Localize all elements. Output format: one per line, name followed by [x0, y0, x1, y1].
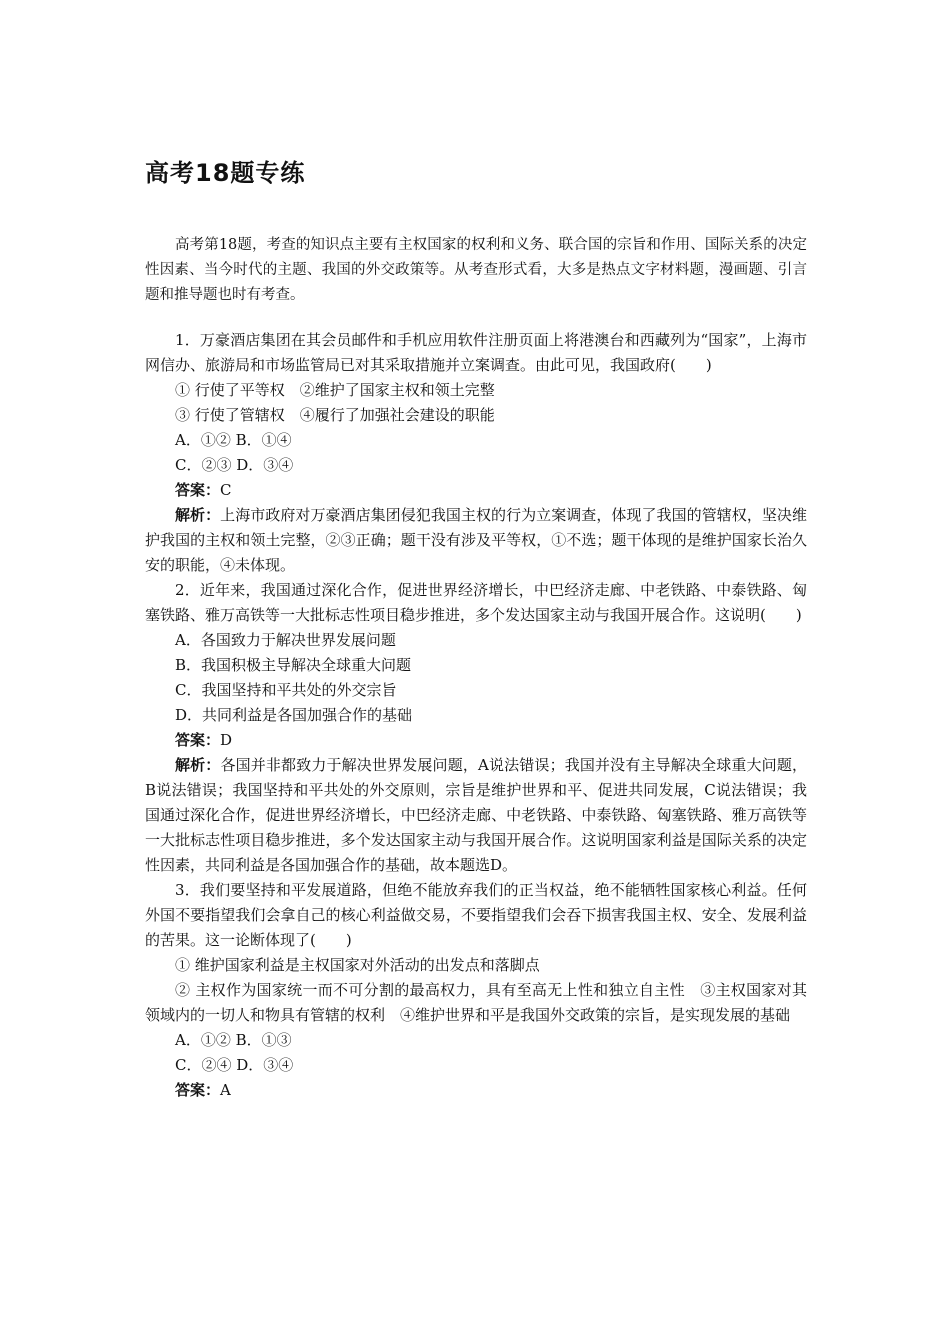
question-1-statements-1: ① 行使了平等权 ②维护了国家主权和领土完整: [175, 381, 495, 399]
question-1-stem: 1．万豪酒店集团在其会员邮件和手机应用软件注册页面上将港澳台和西藏列为“国家”，上海市网信办、旅游局和市场监管局已对其采取措施并立案调查。由此可见，我国政府( ): [145, 331, 807, 374]
answer-label: 答案：: [175, 731, 221, 749]
analysis-label: 解析：: [175, 756, 221, 774]
analysis-label: 解析：: [175, 506, 221, 524]
answer-value: A: [220, 1081, 231, 1099]
question-1-analysis: [145, 503, 807, 578]
question-2-option-b: B．我国积极主导解决全球重大问题: [175, 656, 412, 674]
question-2-option-a: A．各国致力于解决世界发展问题: [175, 631, 396, 649]
question-2-option-c: C．我国坚持和平共处的外交宗旨: [175, 681, 397, 699]
question-3-choices-ab: A．①② B．①③: [175, 1031, 292, 1049]
question-2-analysis: [145, 753, 807, 878]
intro-paragraph: 高考第18题，考查的知识点主要有主权国家的权利和义务、联合国的宗旨和作用、国际关系的决定性因素、当今时代的主题、我国的外交政策等。从考查形式看，大多是热点文字材料题，漫画题、引言题和推导题也时有考查。: [145, 237, 807, 303]
question-2-answer: [145, 728, 807, 753]
question-1-statements-2: ③ 行使了管辖权 ④履行了加强社会建设的职能: [175, 406, 495, 424]
answer-label: 答案：: [175, 1081, 221, 1099]
question-3-statements-1: ① 维护国家利益是主权国家对外活动的出发点和落脚点: [175, 956, 540, 974]
question-3-answer: [145, 1078, 807, 1103]
answer-value: D: [220, 731, 233, 749]
page-title: 高考18题专练: [145, 159, 306, 187]
question-1-choices-cd: C．②③ D．③④: [175, 456, 294, 474]
question-3-statements-2: ② 主权作为国家统一而不可分割的最高权力，具有至高无上性和独立自主性 ③主权国家对其领域内的一切人和物具有管辖的权利 ④维护世界和平是我国外交政策的宗旨，是实现发展的基础: [145, 981, 807, 1024]
document-body: [145, 233, 807, 1103]
question-3-stem: 3．我们要坚持和平发展道路，但绝不能放弃我们的正当权益，绝不能牺牲国家核心利益。任何外国不要指望我们会拿自己的核心利益做交易，不要指望我们会吞下损害我国主权、安全、发展利益的苦果。这一论断体现了( ): [145, 881, 807, 949]
question-1-answer: [145, 478, 807, 503]
analysis-text: 上海市政府对万豪酒店集团侵犯我国主权的行为立案调查，体现了我国的管辖权，坚决维护我国的主权和领土完整，②③正确；题干没有涉及平等权，①不选；题干体现的是维护国家长治久安的职能，④未体现。: [145, 506, 807, 574]
question-3-choices-cd: C．②④ D．③④: [175, 1056, 294, 1074]
question-2-option-d: D．共同利益是各国加强合作的基础: [175, 706, 413, 724]
analysis-text: 各国并非都致力于解决世界发展问题，A说法错误；我国并没有主导解决全球重大问题，B说法错误；我国坚持和平共处的外交原则，宗旨是维护世界和平、促进共同发展，C说法错误；我国通过深化合作，促进世界经济增长，中巴经济走廊、中老铁路、中泰铁路、匈塞铁路、雅万高铁等一大批标志性项目稳步推进，多个发达国家主动与我国开展合作。这说明国家利益是国际关系的决定性因素，共同利益是各国加强合作的基础，故本题选D。: [145, 756, 807, 874]
answer-value: C: [220, 481, 232, 499]
question-2-stem: 2．近年来，我国通过深化合作，促进世界经济增长，中巴经济走廊、中老铁路、中泰铁路、匈塞铁路、雅万高铁等一大批标志性项目稳步推进，多个发达国家主动与我国开展合作。这说明( ): [145, 581, 807, 624]
question-1-choices-ab: A．①② B．①④: [175, 431, 292, 449]
answer-label: 答案：: [175, 481, 221, 499]
